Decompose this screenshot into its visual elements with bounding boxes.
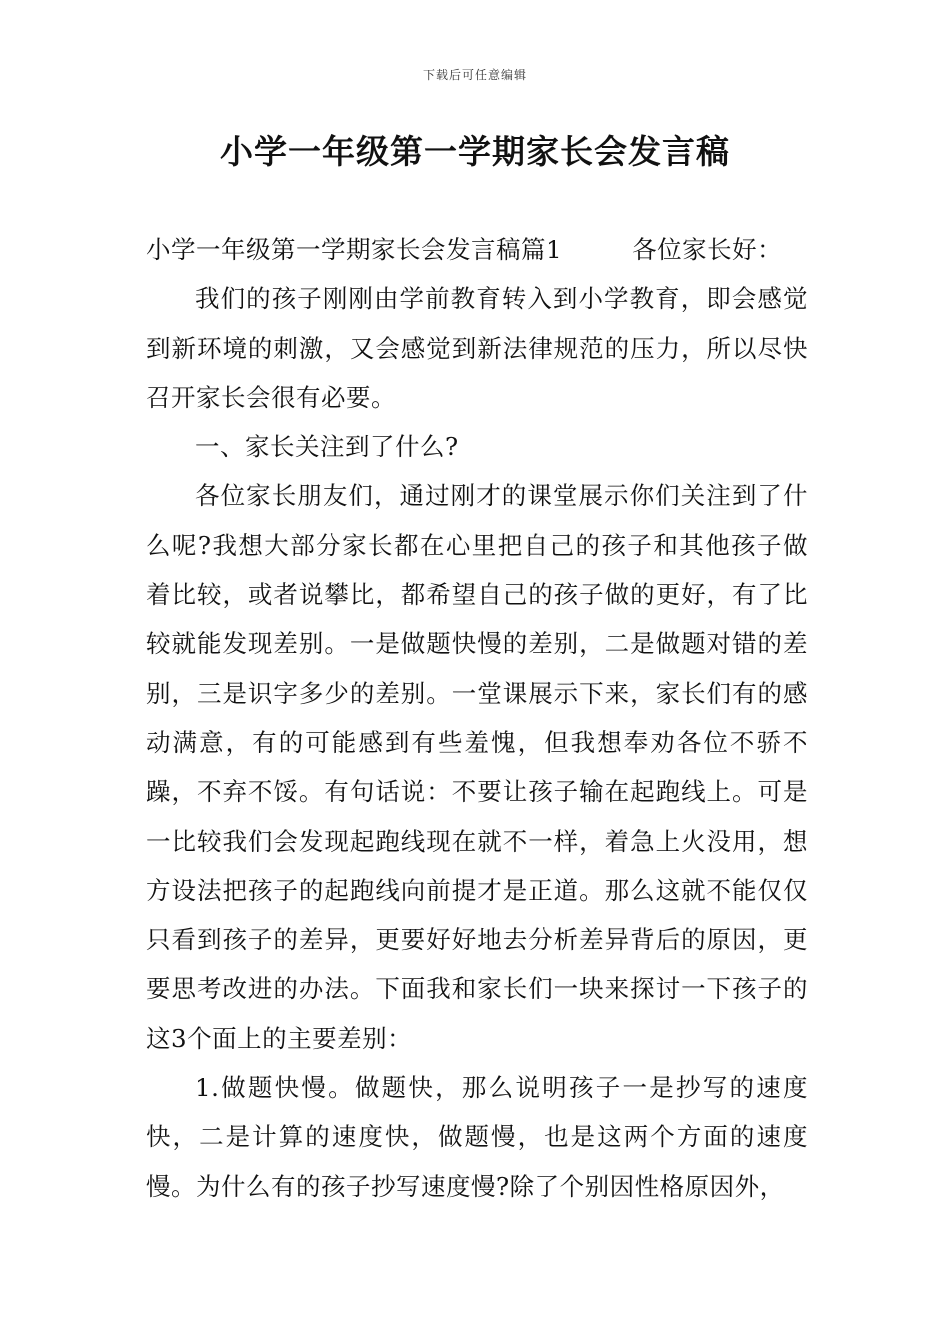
greeting: 各位家长好： xyxy=(632,235,783,264)
document-body xyxy=(146,225,808,1211)
paragraph: 1.做题快慢。做题快，那么说明孩子一是抄写的速度快，二是计算的速度快，做题慢，也是这两个方面的速度慢。为什么有的孩子抄写速度慢?除了个别因性格原因外， xyxy=(146,1073,808,1201)
header-note: 下载后可任意编辑 xyxy=(422,68,527,82)
document-title: 小学一年级第一学期家长会发言稿 xyxy=(220,132,730,171)
section-heading: 小学一年级第一学期家长会发言稿篇1 xyxy=(146,235,563,264)
paragraph: 各位家长朋友们，通过刚才的课堂展示你们关注到了什么呢?我想大部分家长都在心里把自己的孩子和其他孩子做着比较，或者说攀比，都希望自己的孩子做的更好，有了比较就能发现差别。一是做题快慢的差别，二是做题对错的差别，三是识字多少的差别。一堂课展示下来，家长们有的感动满意，有的可能感到有些羞愧，但我想奉劝各位不骄不躁，不弃不馁。有句话说：不要让孩子输在起跑线上。可是一比较我们会发现起跑线现在就不一样，着急上火没用，想方设法把孩子的起跑线向前提才是正道。那么这就不能仅仅只看到孩子的差异，更要好好地去分析差异背后的原因，更要思考改进的办法。下面我和家长们一块来探讨一下孩子的这3个面上的主要差别： xyxy=(146,481,808,1053)
paragraph: 一、家长关注到了什么? xyxy=(195,432,459,462)
paragraph: 我们的孩子刚刚由学前教育转入到小学教育，即会感觉到新环境的刺激，又会感觉到新法律规范的压力，所以尽快召开家长会很有必要。 xyxy=(146,284,808,412)
opening-line xyxy=(146,225,808,274)
